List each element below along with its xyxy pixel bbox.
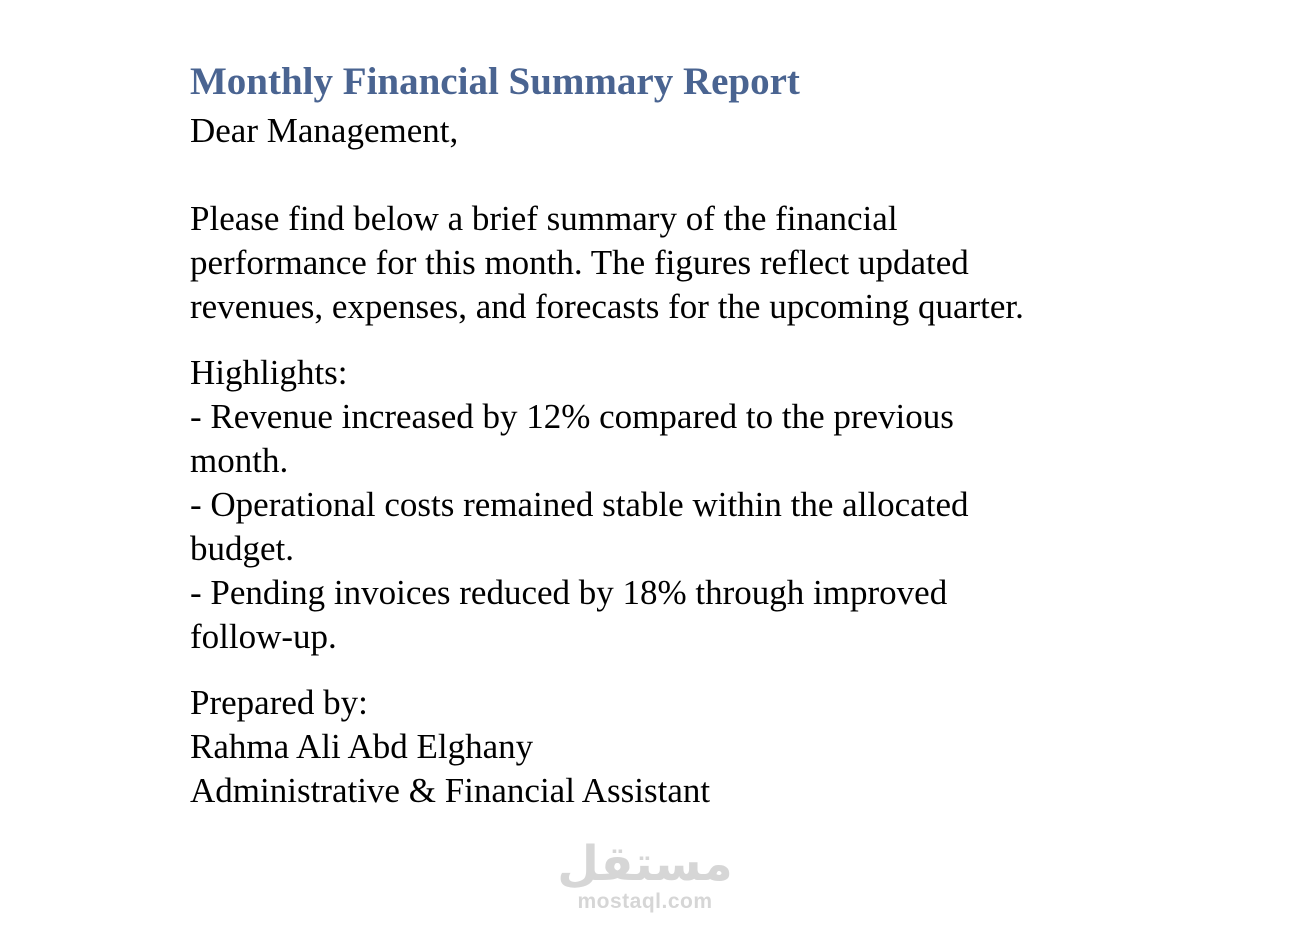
highlight-line: - Operational costs remained stable within the allocated <box>190 485 969 524</box>
highlights-heading: Highlights: <box>190 353 348 392</box>
highlight-line: - Revenue increased by 12% compared to the previous <box>190 397 954 436</box>
author-title: Administrative & Financial Assistant <box>190 771 711 810</box>
prepared-by-label: Prepared by: <box>190 683 368 722</box>
highlight-line: budget. <box>190 529 295 568</box>
highlight-line: follow-up. <box>190 617 337 656</box>
intro-line: Please find below a brief summary of the financial <box>190 199 898 238</box>
watermark <box>555 838 735 914</box>
report-title: Monthly Financial Summary Report <box>190 60 800 103</box>
highlight-line: - Pending invoices reduced by 18% through improved <box>190 573 948 612</box>
report-document <box>190 58 1150 813</box>
intro-line: performance for this month. The figures reflect updated <box>190 243 969 282</box>
watermark-url: mostaql.com <box>577 890 713 913</box>
intro-paragraph <box>190 197 1150 329</box>
intro-line: revenues, expenses, and forecasts for the upcoming quarter. <box>190 287 1024 326</box>
highlight-line: month. <box>190 441 289 480</box>
greeting <box>190 109 1150 153</box>
highlights-section <box>190 351 1150 659</box>
signature-block <box>190 681 1150 813</box>
highlights-list <box>190 395 1150 659</box>
author-name: Rahma Ali Abd Elghany <box>190 727 534 766</box>
watermark-logo: مستقل <box>557 836 733 892</box>
greeting-text: Dear Management, <box>190 111 459 150</box>
